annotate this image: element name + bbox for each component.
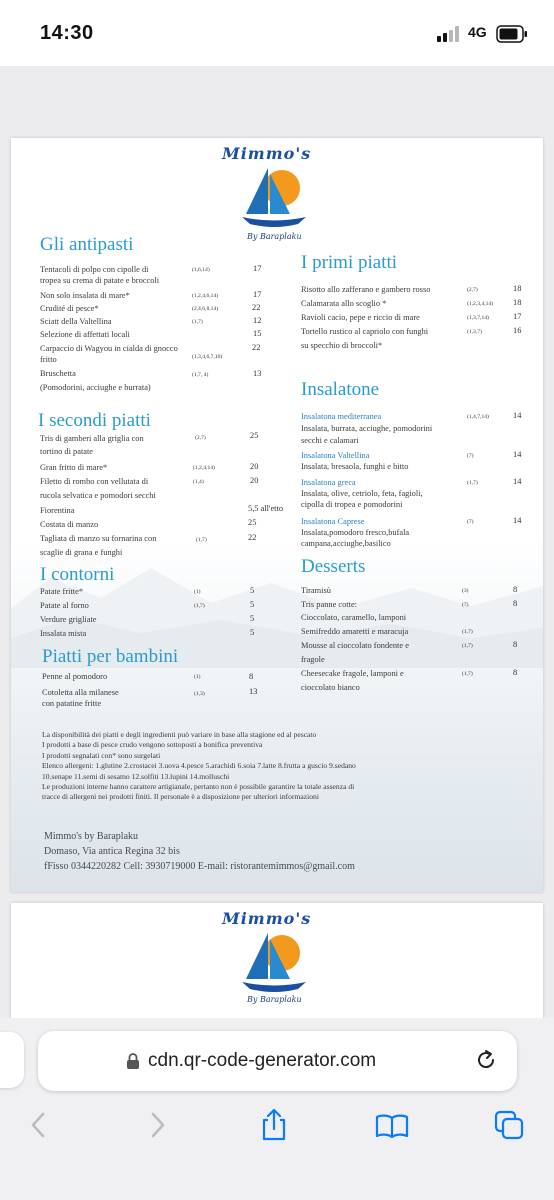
menu-item-title: Insalatona Caprese bbox=[301, 517, 365, 526]
menu-item-price: 20 bbox=[250, 462, 259, 471]
sailboat-logo bbox=[238, 162, 310, 232]
menu-item-name: Insalata, bresaola, funghi e bitto bbox=[301, 462, 409, 471]
menu-item-allergens: (7) bbox=[467, 453, 474, 459]
note-line: I prodotti a base di pesce crudo vengono sottoposti a bonifica preventiva bbox=[42, 740, 263, 750]
menu-item-allergens: (1,2,4,6,14) bbox=[192, 293, 219, 299]
footer-line: Domaso, Via antica Regina 32 bis bbox=[44, 846, 180, 857]
menu-item-allergens: (1,3) bbox=[194, 691, 205, 697]
menu-item-name: Fiorentina bbox=[40, 506, 75, 515]
tabs-icon[interactable] bbox=[493, 1109, 525, 1141]
menu-item-name: Tentacoli di polpo con cipolle di bbox=[40, 265, 149, 274]
menu-item-name: Calamarata allo scoglio * bbox=[301, 299, 387, 308]
menu-item-price: 22 bbox=[252, 303, 261, 312]
menu-item-title: Insalatona greca bbox=[301, 478, 356, 487]
menu-item-name: Tris di gamberi alla griglia con bbox=[40, 434, 144, 443]
menu-item-name: fragole bbox=[301, 655, 325, 664]
note-line: tracce di allergeni nei prodotti finiti. Il personale è a disposizione per ulteriori informazioni bbox=[42, 792, 319, 802]
menu-item-allergens: (1,7) bbox=[462, 671, 473, 677]
menu-item-name: Tiramisù bbox=[301, 586, 331, 595]
menu-item-name: campana,acciughe,basilico bbox=[301, 539, 391, 548]
section-title-desserts: Desserts bbox=[301, 556, 366, 577]
menu-item-allergens: (7) bbox=[467, 519, 474, 525]
menu-item-allergens: (1,7) bbox=[462, 629, 473, 635]
status-time: 14:30 bbox=[40, 22, 94, 44]
menu-item-price: 14 bbox=[513, 516, 522, 525]
menu-item-allergens: (1,7) bbox=[194, 603, 205, 609]
menu-item-name: Penne al pomodoro bbox=[42, 672, 108, 681]
menu-item-name: Costata di manzo bbox=[40, 520, 99, 529]
menu-item-allergens: (1,6,14) bbox=[192, 267, 210, 273]
allergen-notes bbox=[42, 730, 356, 803]
menu-item-name: secchi e calamari bbox=[301, 436, 359, 445]
menu-item-allergens: (3) bbox=[462, 588, 469, 594]
menu-item-price: 12 bbox=[253, 316, 262, 325]
url-text[interactable]: cdn.qr-code-generator.com bbox=[148, 1050, 377, 1071]
menu-item-price: 18 bbox=[513, 284, 522, 293]
menu-item-name: Crudité di pesce* bbox=[40, 304, 99, 313]
menu-item-price: 14 bbox=[513, 477, 522, 486]
brand-name: Mimmo's bbox=[222, 909, 312, 928]
lock-icon bbox=[126, 1052, 140, 1070]
menu-item-name: tortino di patate bbox=[40, 447, 94, 456]
menu-item-name: Carpaccio di Wagyou in cialda di gnocco bbox=[40, 344, 178, 353]
menu-item-allergens: (1,7) bbox=[196, 537, 207, 543]
menu-item-name: Insalata mista bbox=[40, 629, 87, 638]
menu-item-name: Cotoletta alla milanese bbox=[42, 688, 119, 697]
menu-item-price: 5 bbox=[250, 600, 255, 609]
menu-item-name: Risotto allo zafferano e gambero rosso bbox=[301, 285, 431, 294]
note-line: I prodotti segnalati con* sono surgelati bbox=[42, 750, 161, 760]
menu-item-price: 25 bbox=[250, 431, 259, 440]
menu-item-price: 16 bbox=[513, 326, 522, 335]
share-icon[interactable] bbox=[259, 1108, 289, 1142]
menu-item-price: 25 bbox=[248, 518, 257, 527]
menu-item-allergens: (1,4) bbox=[193, 479, 204, 485]
menu-item-name: Insalata, olive, cetriolo, feta, fagioli, bbox=[301, 489, 423, 498]
menu-item-price: 17 bbox=[253, 264, 262, 273]
menu-item-name: Gran fritto di mare* bbox=[40, 463, 108, 472]
menu-item-allergens: (1,7) bbox=[462, 643, 473, 649]
network-type: 4G bbox=[468, 24, 487, 40]
menu-item-name: Verdure grigliate bbox=[40, 615, 97, 624]
contact-footer bbox=[44, 829, 355, 874]
section-title-insalatone: Insalatone bbox=[301, 379, 380, 400]
menu-item-price: 5,5 all'etto bbox=[248, 504, 284, 513]
menu-item-allergens: (1,7) bbox=[192, 319, 203, 325]
menu-item-price: 20 bbox=[250, 476, 259, 485]
brand-byline: By Baraplaku bbox=[247, 232, 302, 241]
menu-item-price: 5 bbox=[250, 614, 255, 623]
menu-item-name: Semifreddo amaretti e maracuja bbox=[301, 627, 409, 636]
menu-item-name: Sciatt della Valtellina bbox=[40, 317, 112, 326]
menu-page-1[interactable] bbox=[11, 138, 543, 892]
menu-item-name: Mousse al cioccolato fondente e bbox=[301, 641, 409, 650]
menu-item-price: 22 bbox=[252, 343, 261, 352]
menu-item-allergens: (1,4,7,14) bbox=[467, 414, 489, 420]
section-title-antipasti: Gli antipasti bbox=[40, 234, 134, 255]
menu-item-allergens: (1,3,7) bbox=[467, 329, 482, 335]
menu-item-name: con patatine fritte bbox=[42, 699, 102, 708]
menu-item-name: (Pomodorini, acciughe e burrata) bbox=[40, 383, 151, 392]
menu-item-price: 13 bbox=[249, 687, 258, 696]
menu-item-name: scaglie di grana e funghi bbox=[40, 548, 123, 557]
menu-item-price: 17 bbox=[513, 312, 522, 321]
menu-item-name: tropea su crema di patate e broccoli bbox=[40, 276, 160, 285]
menu-item-name: Selezione di affettati locali bbox=[40, 330, 130, 339]
menu-item-name: Insalata, burrata, acciughe, pomodorini bbox=[301, 424, 433, 433]
menu-item-allergens: (1,7) bbox=[467, 480, 478, 486]
menu-item-price: 15 bbox=[253, 329, 262, 338]
menu-item-allergens: (7) bbox=[462, 602, 469, 608]
menu-item-price: 8 bbox=[513, 640, 518, 649]
menu-item-title: Insalatona Valtellina bbox=[301, 451, 370, 460]
menu-item-price: 14 bbox=[513, 450, 522, 459]
battery-icon bbox=[496, 25, 528, 43]
menu-item-name: Ravioli cacio, pepe e riccio di mare bbox=[301, 313, 420, 322]
menu-item-name: fritto bbox=[40, 355, 57, 364]
menu-item-price: 8 bbox=[249, 672, 254, 681]
menu-item-allergens: (2,7) bbox=[467, 287, 478, 293]
menu-item-name: Cioccolato, caramello, lamponi bbox=[301, 613, 407, 622]
menu-item-price: 8 bbox=[513, 585, 518, 594]
menu-item-price: 8 bbox=[513, 668, 518, 677]
menu-item-title: Insalatona mediterranea bbox=[301, 412, 382, 421]
menu-item-price: 22 bbox=[248, 533, 257, 542]
menu-item-name: Cheesecake fragole, lamponi e bbox=[301, 669, 404, 678]
menu-item-allergens: (1,3,4,6,7,10) bbox=[192, 354, 223, 360]
reload-icon[interactable] bbox=[474, 1048, 498, 1072]
section-title-contorni: I contorni bbox=[40, 564, 115, 585]
menu-item-name: cioccolato bianco bbox=[301, 683, 360, 692]
note-line: 10.senape 11.semi di sesamo 12.solfiti 13.lupini 14.molluschi bbox=[42, 771, 230, 781]
menu-item-name: Filetto di rombo con vellutata di bbox=[40, 477, 149, 486]
menu-item-allergens: (1,2,4,14) bbox=[193, 465, 215, 471]
menu-item-price: 5 bbox=[250, 586, 255, 595]
note-line: Le produzioni interne hanno carattere artigianale, pertanto non è possibile garantire la totale assenza di bbox=[42, 782, 355, 792]
footer-line: fFisso 0344220282 Cell: 3930719000 E-mail: ristorantemimmos@gmail.com bbox=[44, 861, 355, 872]
section-title-bambini: Piatti per bambini bbox=[42, 646, 179, 667]
menu-item-name: cipolla di tropea e pomodorini bbox=[301, 500, 403, 509]
section-title-secondi: I secondi piatti bbox=[38, 410, 151, 431]
menu-item-allergens: (1) bbox=[194, 674, 201, 680]
menu-item-allergens: (1,7, 4) bbox=[192, 372, 209, 378]
menu-item-allergens: (1,2,3,4,14) bbox=[467, 301, 494, 307]
menu-item-name: Bruschetta bbox=[40, 369, 76, 378]
menu-item-allergens: (1,3,7,14) bbox=[467, 315, 489, 321]
bookmarks-icon[interactable] bbox=[374, 1112, 410, 1140]
menu-item-name: Non solo insalata di mare* bbox=[40, 291, 130, 300]
back-icon[interactable] bbox=[28, 1111, 50, 1139]
menu-item-name: Patate fritte* bbox=[40, 587, 84, 596]
menu-item-name: Insalata,pomodoro fresco,bufala bbox=[301, 528, 410, 537]
section-title-primi: I primi piatti bbox=[301, 252, 398, 273]
menu-item-name: Tortello rustico al capriolo con funghi bbox=[301, 327, 429, 336]
menu-item-name: rucola selvatica e pomodori secchi bbox=[40, 491, 156, 500]
note-line: La disponibilità dei piatti e degli ingredienti può variare in base alla stagione ed al pescato bbox=[42, 730, 317, 739]
menu-item-price: 13 bbox=[253, 369, 262, 378]
signal-icon bbox=[437, 26, 463, 42]
menu-item-price: 14 bbox=[513, 411, 522, 420]
menu-item-price: 5 bbox=[250, 628, 255, 637]
menu-item-name: Patate al forno bbox=[40, 601, 89, 610]
brand-byline: By Baraplaku bbox=[247, 995, 302, 1004]
menu-item-price: 8 bbox=[513, 599, 518, 608]
menu-item-name: Tris panne cotte: bbox=[301, 600, 357, 609]
menu-item-allergens: (2,4,6,8,14) bbox=[192, 306, 219, 312]
menu-item-allergens: (2,7) bbox=[195, 435, 206, 441]
forward-icon[interactable] bbox=[146, 1111, 168, 1139]
sailboat-logo bbox=[238, 927, 310, 997]
menu-item-price: 17 bbox=[253, 290, 262, 299]
note-line: Elenco allergeni: 1.glutine 2.crostacei 3.uova 4.pesce 5.arachidi 6.soia 7.latte 8.frutta a guscio 9.sedano bbox=[42, 761, 356, 771]
menu-item-name: su specchio di broccoli* bbox=[301, 341, 383, 350]
brand-name: Mimmo's bbox=[222, 144, 312, 163]
menu-item-allergens: (1) bbox=[194, 589, 201, 595]
footer-line: Mimmo's by Baraplaku bbox=[44, 831, 139, 842]
menu-item-price: 18 bbox=[513, 298, 522, 307]
menu-item-name: Tagliata di manzo su fornarina con bbox=[40, 534, 157, 543]
previous-tab-pill[interactable] bbox=[0, 1032, 24, 1088]
